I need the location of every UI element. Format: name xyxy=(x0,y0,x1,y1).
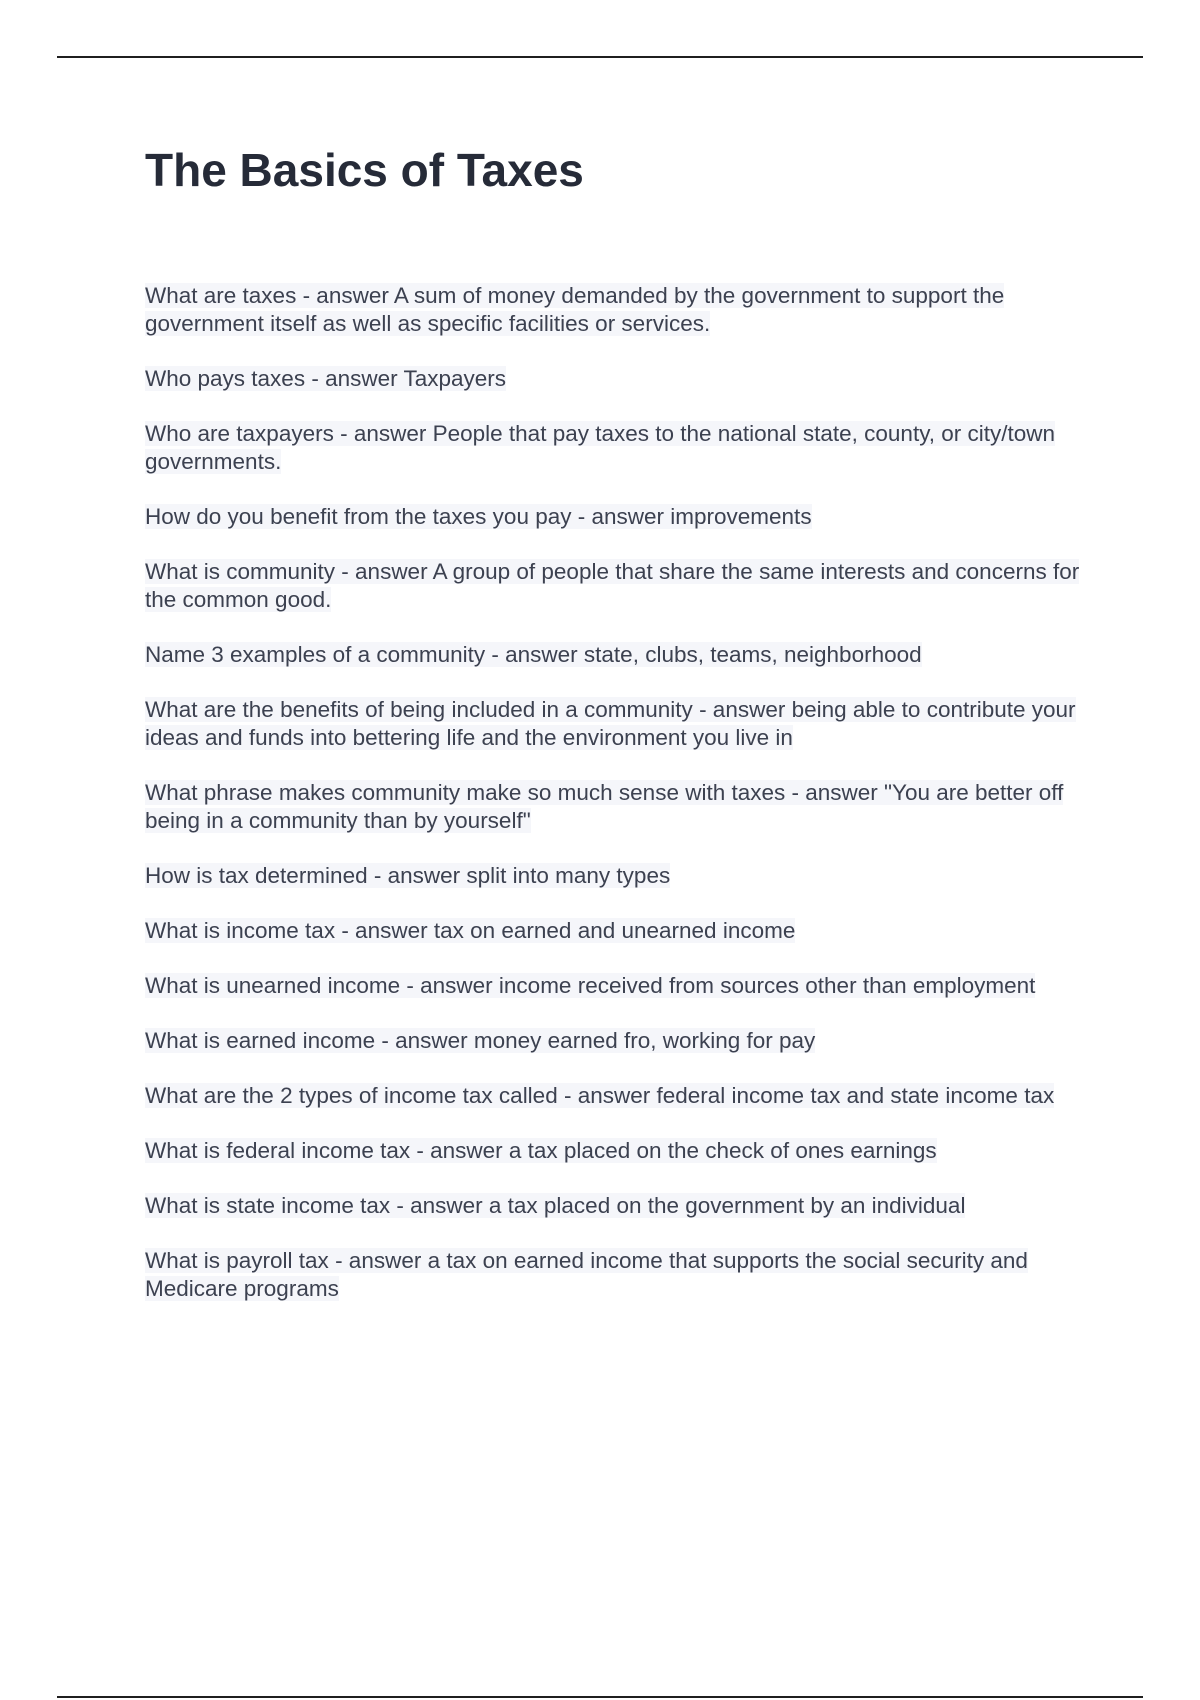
qa-item xyxy=(145,1192,1090,1220)
qa-item xyxy=(145,282,1090,338)
qa-item xyxy=(145,696,1090,752)
qa-item xyxy=(145,1247,1090,1303)
qa-text: What are the benefits of being included in a community - answer being able to contribute your ideas and funds into bettering life and the environment you live in xyxy=(145,697,1076,750)
qa-text: Who pays taxes - answer Taxpayers xyxy=(145,366,506,391)
qa-item xyxy=(145,558,1090,614)
qa-item xyxy=(145,1082,1090,1110)
qa-text: How do you benefit from the taxes you pay - answer improvements xyxy=(145,504,812,529)
qa-list xyxy=(145,282,1090,1330)
qa-item xyxy=(145,862,1090,890)
qa-text: What phrase makes community make so much sense with taxes - answer "You are better off being in a community than by yourself" xyxy=(145,780,1064,833)
qa-item xyxy=(145,503,1090,531)
qa-text: What are the 2 types of income tax called - answer federal income tax and state income tax xyxy=(145,1083,1055,1108)
qa-item xyxy=(145,779,1090,835)
page-title: The Basics of Taxes xyxy=(145,144,584,196)
bottom-rule xyxy=(57,1696,1143,1698)
qa-text: What is community - answer A group of people that share the same interests and concerns for the common good. xyxy=(145,559,1080,612)
qa-text: How is tax determined - answer split into many types xyxy=(145,863,671,888)
qa-item xyxy=(145,917,1090,945)
qa-item xyxy=(145,420,1090,476)
qa-item xyxy=(145,1027,1090,1055)
qa-text: What is unearned income - answer income received from sources other than employment xyxy=(145,973,1036,998)
qa-text: What is earned income - answer money earned fro, working for pay xyxy=(145,1028,816,1053)
qa-text: Name 3 examples of a community - answer state, clubs, teams, neighborhood xyxy=(145,642,922,667)
qa-text: Who are taxpayers - answer People that pay taxes to the national state, county, or city/town governments. xyxy=(145,421,1056,474)
qa-text: What are taxes - answer A sum of money demanded by the government to support the government itself as well as specific facilities or services. xyxy=(145,283,1005,336)
qa-item xyxy=(145,972,1090,1000)
qa-item xyxy=(145,365,1090,393)
qa-item xyxy=(145,641,1090,669)
qa-text: What is state income tax - answer a tax placed on the government by an individual xyxy=(145,1193,966,1218)
qa-text: What is payroll tax - answer a tax on earned income that supports the social security and Medicare programs xyxy=(145,1248,1028,1301)
qa-item xyxy=(145,1137,1090,1165)
qa-text: What is income tax - answer tax on earned and unearned income xyxy=(145,918,796,943)
top-rule xyxy=(57,56,1143,58)
qa-text: What is federal income tax - answer a tax placed on the check of ones earnings xyxy=(145,1138,937,1163)
